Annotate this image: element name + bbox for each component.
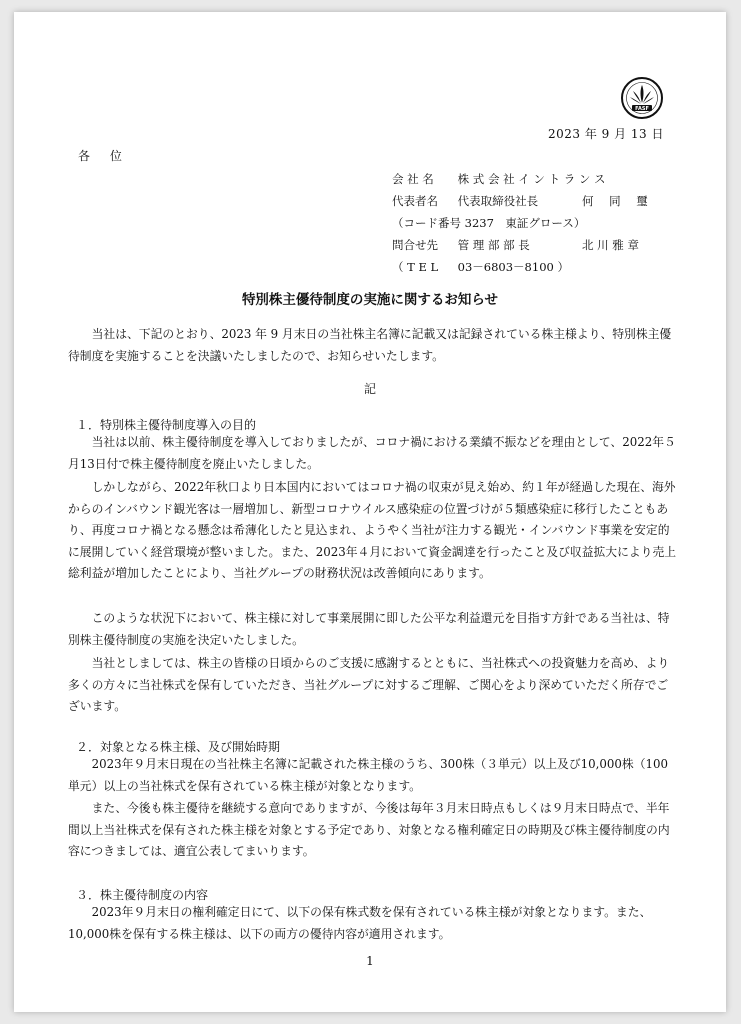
company-name-row xyxy=(392,168,682,190)
section2-heading: ２．対象となる株主様、及び開始時期 xyxy=(76,740,281,754)
section1-paragraph-3: このような状況下において、株主様に対して事業展開に即した公平な利益還元を目指す方針である当社は、特別株主優待制度の実施を決定いたしました。 xyxy=(68,611,670,647)
contact-title: 管 理 部 部 長 xyxy=(457,238,530,252)
section1-paragraph-4: 当社としましては、株主の皆様の日頃からのご支援に感謝するとともに、当社株式への投資魅力を高め、より多くの方々に当社株式を保有していただき、当社グループに対するご理解、ご関心をより深めていただく所存でございます。 xyxy=(68,656,670,714)
section1-paragraph-1: 当社は以前、株主優待制度を導入しておりましたが、コロナ禍における業績不振などを理由として、2022年５月13日付で株主優待制度を廃止いたしました。 xyxy=(68,435,676,471)
company-name-value: 株 式 会 社 イ ン ト ラ ン ス xyxy=(457,172,606,186)
document-title: 特別株主優待制度の実施に関するお知らせ xyxy=(241,292,499,308)
code-row xyxy=(392,212,682,234)
section3-paragraph-1: 2023年９月末日の権利確定日にて、以下の保有株式数を保有されている株主様が対象となります。また、10,000株を保有する株主様は、以下の両方の優待内容が適用されます。 xyxy=(68,905,652,941)
section1-heading: １．特別株主優待制度導入の目的 xyxy=(76,418,257,432)
representative-name: 何 同 璽 xyxy=(582,194,654,208)
intro-paragraph: 当社は、下記のとおり、2023 年 9 月末日の当社株主名簿に記載又は記録されている株主様より、特別株主優待制度を実施することを決議いたしましたので、お知らせいたします。 xyxy=(68,327,672,363)
company-info xyxy=(392,168,682,278)
contact-label: 問合せ先 xyxy=(392,238,438,252)
logo-text: FASF xyxy=(635,105,649,112)
representative-row xyxy=(392,190,682,212)
document-page xyxy=(14,12,726,1012)
page-number: 1 xyxy=(366,954,374,968)
representative-label: 代表者名 xyxy=(392,194,438,208)
tel-row xyxy=(392,256,682,278)
fasf-logo-icon xyxy=(620,76,664,120)
stock-code: （コード番号 3237 東証グロース） xyxy=(392,216,586,230)
tel-label: （ T E L xyxy=(392,260,439,274)
document-date: 2023 年 9 月 13 日 xyxy=(547,127,664,141)
company-name-label: 会 社 名 xyxy=(392,172,434,186)
section2-paragraph-2: また、今後も株主優待を継続する意向でありますが、今後は毎年３月末日時点もしくは９月末日時点で、半年間以上当社株式を保有された株主様を対象とする予定であり、対象となる権利確定日の時期及び株主優待制度の内容につきましては、適宜公表してまいります。 xyxy=(68,801,670,859)
contact-row xyxy=(392,234,682,256)
ki-marker: 記 xyxy=(363,382,376,396)
recipient: 各 位 xyxy=(78,149,130,163)
contact-name: 北 川 雅 章 xyxy=(582,238,639,252)
representative-title: 代表取締役社長 xyxy=(457,194,539,208)
tel-value: 03－6803－8100 ） xyxy=(457,260,569,274)
section2-paragraph-1: 2023年９月末日現在の当社株主名簿に記載された株主様のうち、300株（３単元）以上及び10,000株（100単元）以上の当社株式を保有されている株主様が対象となります。 xyxy=(68,757,669,793)
section3-heading: ３．株主優待制度の内容 xyxy=(76,888,209,902)
section1-paragraph-2: しかしながら、2022年秋口より日本国内においてはコロナ禍の収束が見え始め、約１年が経過した現在、海外からのインバウンド観光客は一層増加し、新型コロナウイルス感染症の位置づけが５類感染症に移行したこともあり、再度コロナ禍となる懸念は希薄化したと見込まれ、ようやく当社が注力する観光・インバウンド事業を安定的に展開していく経営環境が整いました。また、2023年４月において資金調達を行ったこと及び収益拡大により売上総利益が増加したことにより、当社グループの財務状況は改善傾向にあります。 xyxy=(68,480,677,581)
